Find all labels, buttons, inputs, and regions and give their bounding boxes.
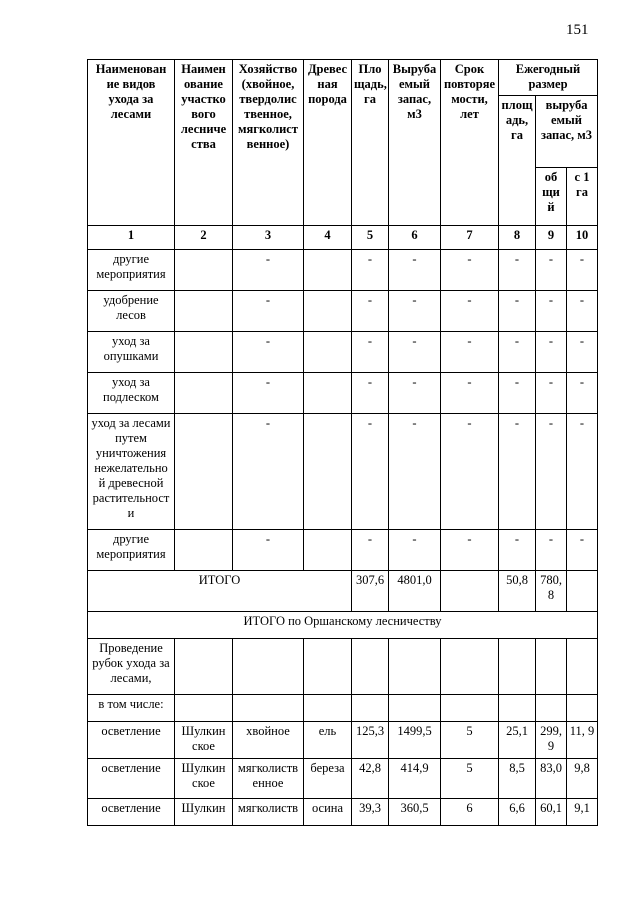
- cell-empty: [389, 639, 441, 695]
- table-row: [88, 373, 598, 414]
- thinning-title: Проведение рубок ухода за лесами,: [88, 639, 175, 695]
- area-value: 42,8: [352, 759, 389, 799]
- care-kind: осветление: [88, 759, 175, 799]
- header-species: Древес ная порода: [304, 60, 352, 226]
- care-kind: уход за опушками: [88, 332, 175, 373]
- stock-value: 414,9: [389, 759, 441, 799]
- cell-dash: -: [567, 373, 598, 414]
- tree-species: осина: [304, 799, 352, 826]
- annual-perha-value: 11, 9: [567, 722, 598, 759]
- header-area: Пло щадь, га: [352, 60, 389, 226]
- cell-dash: -: [389, 291, 441, 332]
- care-kind: другие мероприятия: [88, 250, 175, 291]
- col-num: 8: [499, 226, 536, 250]
- table-row: [88, 639, 598, 695]
- section-title: ИТОГО по Оршанскому лесничеству: [88, 612, 598, 639]
- cell-dash: -: [441, 250, 499, 291]
- column-numbers-row: [88, 226, 598, 250]
- annual-total-value: 83,0: [536, 759, 567, 799]
- care-kind: осветление: [88, 799, 175, 826]
- cell-empty: [567, 695, 598, 722]
- col-num: 5: [352, 226, 389, 250]
- cell-dash: -: [536, 332, 567, 373]
- table-row: [88, 530, 598, 571]
- annual-total-value: 299, 9: [536, 722, 567, 759]
- annual-area-value: 25,1: [499, 722, 536, 759]
- forestry-name: Шулкин ское: [175, 759, 233, 799]
- col-num: 4: [304, 226, 352, 250]
- tree-species: береза: [304, 759, 352, 799]
- cell-dash: -: [441, 332, 499, 373]
- cell-empty: [304, 373, 352, 414]
- cell-dash: -: [441, 373, 499, 414]
- cell-dash: -: [536, 414, 567, 530]
- header-row-1: [88, 60, 598, 96]
- annual-area-value: 6,6: [499, 799, 536, 826]
- cell-dash: -: [233, 530, 304, 571]
- tree-species: ель: [304, 722, 352, 759]
- cell-dash: -: [352, 530, 389, 571]
- cell-empty: [175, 414, 233, 530]
- table-row: [88, 291, 598, 332]
- section-title-row: [88, 612, 598, 639]
- cell-dash: -: [536, 530, 567, 571]
- cell-dash: -: [389, 414, 441, 530]
- cell-empty: [499, 695, 536, 722]
- cell-empty: [304, 695, 352, 722]
- cell-dash: -: [567, 530, 598, 571]
- col-num: 2: [175, 226, 233, 250]
- economy-type: мягколиств: [233, 799, 304, 826]
- header-forestry: Наимен ование участко вого лесниче ства: [175, 60, 233, 226]
- itogo-label: ИТОГО: [88, 571, 352, 612]
- cell-dash: -: [233, 291, 304, 332]
- cell-dash: -: [352, 332, 389, 373]
- economy-type: мягколиств енное: [233, 759, 304, 799]
- cell-dash: -: [389, 332, 441, 373]
- cell-empty: [304, 530, 352, 571]
- cell-empty: [389, 695, 441, 722]
- period-value: 5: [441, 722, 499, 759]
- cell-empty: [175, 639, 233, 695]
- cell-empty: [567, 639, 598, 695]
- table-row: [88, 799, 598, 826]
- itogo-annual-total: 780, 8: [536, 571, 567, 612]
- header-economy: Хозяйство (хвойное, твердолис твенное, мягколист венное): [233, 60, 304, 226]
- care-kind: уход за подлеском: [88, 373, 175, 414]
- care-kind: удобрение лесов: [88, 291, 175, 332]
- annual-perha-value: 9,1: [567, 799, 598, 826]
- col-num: 7: [441, 226, 499, 250]
- stock-value: 1499,5: [389, 722, 441, 759]
- cell-dash: -: [567, 250, 598, 291]
- care-kind: другие мероприятия: [88, 530, 175, 571]
- header-period: Срок повторяе мости, лет: [441, 60, 499, 226]
- cell-empty: [233, 639, 304, 695]
- cell-empty: [536, 639, 567, 695]
- forest-care-table: [87, 59, 598, 826]
- cell-dash: -: [352, 250, 389, 291]
- cell-empty: [175, 373, 233, 414]
- cell-dash: -: [567, 291, 598, 332]
- itogo-annual-area: 50,8: [499, 571, 536, 612]
- table-row: [88, 332, 598, 373]
- cell-empty: [175, 250, 233, 291]
- header-annual-total: об щи й: [536, 168, 567, 226]
- cell-empty: [536, 695, 567, 722]
- header-stock: Выруба емый запас, м3: [389, 60, 441, 226]
- annual-area-value: 8,5: [499, 759, 536, 799]
- cell-empty: [352, 639, 389, 695]
- cell-empty: [499, 639, 536, 695]
- area-value: 39,3: [352, 799, 389, 826]
- cell-dash: -: [536, 250, 567, 291]
- cell-empty: [441, 571, 499, 612]
- including-label: в том числе:: [88, 695, 175, 722]
- cell-dash: -: [233, 250, 304, 291]
- itogo-area: 307,6: [352, 571, 389, 612]
- cell-dash: -: [233, 414, 304, 530]
- cell-empty: [304, 291, 352, 332]
- cell-empty: [304, 250, 352, 291]
- cell-empty: [567, 571, 598, 612]
- economy-type: хвойное: [233, 722, 304, 759]
- col-num: 3: [233, 226, 304, 250]
- cell-dash: -: [389, 373, 441, 414]
- forestry-name: Шулкин: [175, 799, 233, 826]
- table-row: [88, 759, 598, 799]
- cell-dash: -: [499, 373, 536, 414]
- table-row: [88, 250, 598, 291]
- cell-empty: [233, 695, 304, 722]
- cell-dash: -: [499, 530, 536, 571]
- cell-dash: -: [536, 291, 567, 332]
- period-value: 5: [441, 759, 499, 799]
- itogo-stock: 4801,0: [389, 571, 441, 612]
- table-row: [88, 414, 598, 530]
- care-kind: уход за лесами путем уничтожения нежелательно й древесной растительност и: [88, 414, 175, 530]
- itogo-row: [88, 571, 598, 612]
- header-annual-area: площ адь, га: [499, 96, 536, 226]
- col-num: 10: [567, 226, 598, 250]
- cell-dash: -: [441, 414, 499, 530]
- cell-dash: -: [499, 291, 536, 332]
- cell-empty: [441, 639, 499, 695]
- cell-dash: -: [352, 414, 389, 530]
- cell-dash: -: [389, 250, 441, 291]
- cell-dash: -: [567, 414, 598, 530]
- header-annual-cut: выруба емый запас, м3: [536, 96, 598, 168]
- col-num: 1: [88, 226, 175, 250]
- cell-dash: -: [389, 530, 441, 571]
- cell-dash: -: [536, 373, 567, 414]
- cell-dash: -: [441, 530, 499, 571]
- cell-empty: [304, 639, 352, 695]
- care-kind: осветление: [88, 722, 175, 759]
- cell-empty: [304, 332, 352, 373]
- cell-dash: -: [233, 332, 304, 373]
- cell-empty: [175, 695, 233, 722]
- cell-empty: [441, 695, 499, 722]
- stock-value: 360,5: [389, 799, 441, 826]
- cell-empty: [175, 291, 233, 332]
- col-num: 6: [389, 226, 441, 250]
- cell-dash: -: [499, 250, 536, 291]
- cell-empty: [304, 414, 352, 530]
- cell-dash: -: [352, 373, 389, 414]
- annual-perha-value: 9,8: [567, 759, 598, 799]
- header-annual: Ежегодный размер: [499, 60, 598, 96]
- cell-empty: [175, 332, 233, 373]
- cell-empty: [175, 530, 233, 571]
- cell-dash: -: [499, 414, 536, 530]
- header-kind: Наименован ие видов ухода за лесами: [88, 60, 175, 226]
- cell-dash: -: [499, 332, 536, 373]
- table-row: [88, 722, 598, 759]
- cell-dash: -: [352, 291, 389, 332]
- table-row: [88, 695, 598, 722]
- forestry-name: Шулкин ское: [175, 722, 233, 759]
- area-value: 125,3: [352, 722, 389, 759]
- cell-dash: -: [441, 291, 499, 332]
- cell-dash: -: [567, 332, 598, 373]
- annual-total-value: 60,1: [536, 799, 567, 826]
- page-number: 151: [566, 22, 589, 38]
- period-value: 6: [441, 799, 499, 826]
- cell-dash: -: [233, 373, 304, 414]
- header-annual-perha: с 1 га: [567, 168, 598, 226]
- cell-empty: [352, 695, 389, 722]
- col-num: 9: [536, 226, 567, 250]
